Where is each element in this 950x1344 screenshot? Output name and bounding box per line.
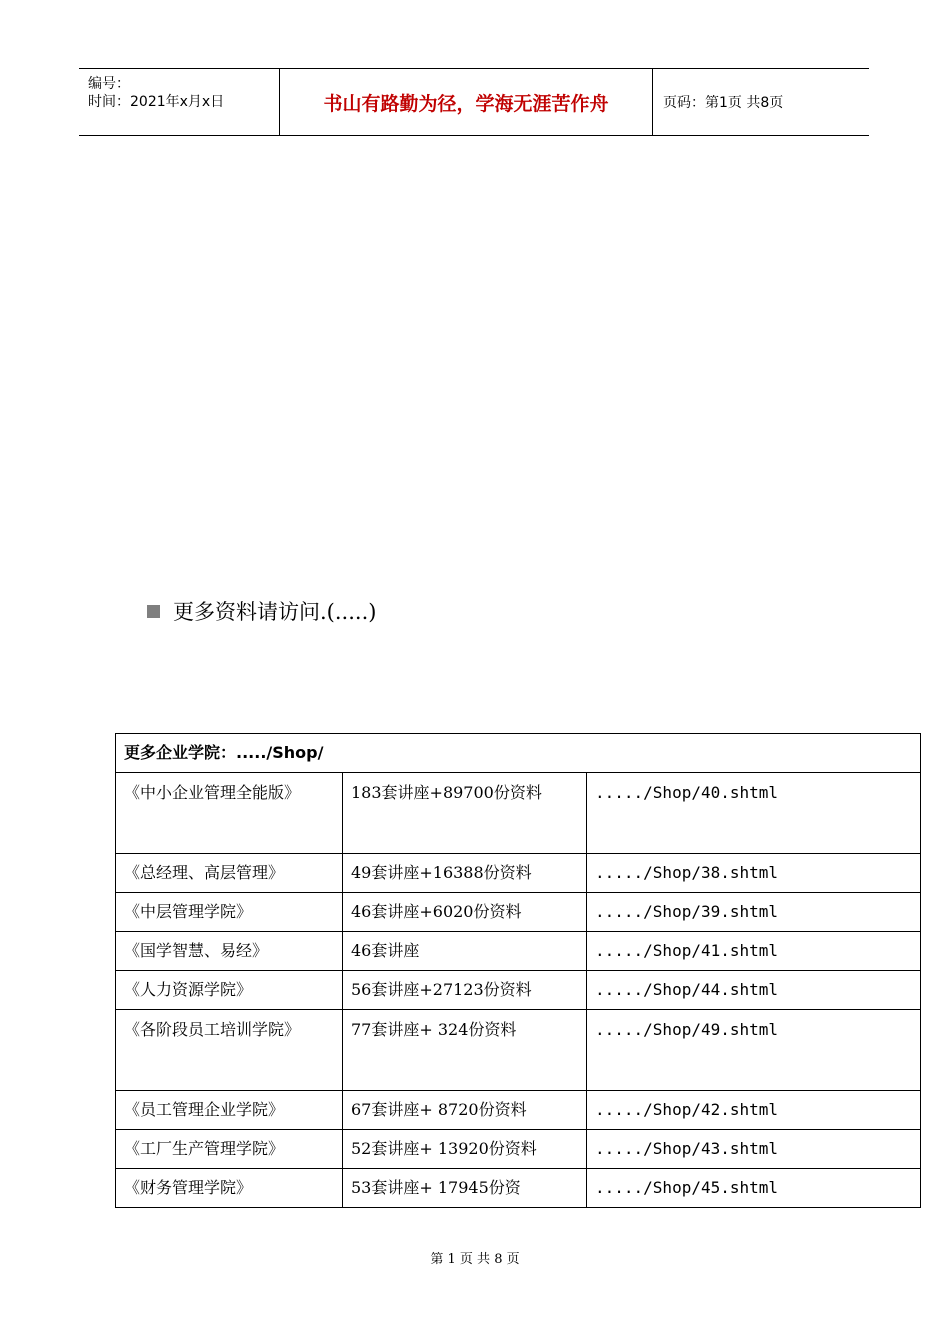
course-link[interactable]: ...../Shop/41.shtml xyxy=(587,932,921,971)
course-name: 《国学智慧、易经》 xyxy=(116,932,343,971)
course-name: 《中小企业管理全能版》 xyxy=(116,773,343,854)
course-content: 49套讲座+16388份资料 xyxy=(343,854,587,893)
course-link[interactable]: ...../Shop/40.shtml xyxy=(587,773,921,854)
course-content: 67套讲座+ 8720份资料 xyxy=(343,1091,587,1130)
more-info-line xyxy=(147,596,376,626)
table-row xyxy=(116,1010,921,1091)
square-bullet-icon xyxy=(147,605,160,618)
course-content: 56套讲座+27123份资料 xyxy=(343,971,587,1010)
table-row xyxy=(116,971,921,1010)
course-link[interactable]: ...../Shop/42.shtml xyxy=(587,1091,921,1130)
course-link[interactable]: ...../Shop/49.shtml xyxy=(587,1010,921,1091)
table-row xyxy=(116,893,921,932)
course-name: 《工厂生产管理学院》 xyxy=(116,1130,343,1169)
course-name: 《财务管理学院》 xyxy=(116,1169,343,1208)
page-footer: 第 1 页 共 8 页 xyxy=(430,1252,520,1267)
course-content: 46套讲座+6020份资料 xyxy=(343,893,587,932)
course-content: 53套讲座+ 17945份资 xyxy=(343,1169,587,1208)
more-info-text: 更多资料请访问.(.....) xyxy=(173,600,377,624)
course-link[interactable]: ...../Shop/39.shtml xyxy=(587,893,921,932)
course-link[interactable]: ...../Shop/43.shtml xyxy=(587,1130,921,1169)
document-number-label: 编号： xyxy=(88,76,130,92)
header-meta xyxy=(79,69,280,135)
course-link[interactable]: ...../Shop/45.shtml xyxy=(587,1169,921,1208)
course-link[interactable]: ...../Shop/38.shtml xyxy=(587,854,921,893)
table-row xyxy=(116,1169,921,1208)
page-header xyxy=(79,68,869,136)
course-name: 《中层管理学院》 xyxy=(116,893,343,932)
course-name: 《人力资源学院》 xyxy=(116,971,343,1010)
course-table xyxy=(115,733,921,1208)
document-time-label: 时间：2021年x月x日 xyxy=(88,94,225,110)
table-row xyxy=(116,854,921,893)
table-row xyxy=(116,932,921,971)
table-row xyxy=(116,1091,921,1130)
header-motto: 书山有路勤为径，学海无涯苦作舟 xyxy=(280,69,653,135)
course-content: 46套讲座 xyxy=(343,932,587,971)
course-link[interactable]: ...../Shop/44.shtml xyxy=(587,971,921,1010)
header-page-label: 页码：第1页 共8页 xyxy=(663,95,784,111)
table-title: 更多企业学院：...../Shop/ xyxy=(116,734,921,773)
course-name: 《各阶段员工培训学院》 xyxy=(116,1010,343,1091)
course-content: 77套讲座+ 324份资料 xyxy=(343,1010,587,1091)
course-name: 《总经理、高层管理》 xyxy=(116,854,343,893)
table-header-row xyxy=(116,734,921,773)
table-row xyxy=(116,1130,921,1169)
course-content: 52套讲座+ 13920份资料 xyxy=(343,1130,587,1169)
course-content: 183套讲座+89700份资料 xyxy=(343,773,587,854)
course-name: 《员工管理企业学院》 xyxy=(116,1091,343,1130)
table-row xyxy=(116,773,921,854)
